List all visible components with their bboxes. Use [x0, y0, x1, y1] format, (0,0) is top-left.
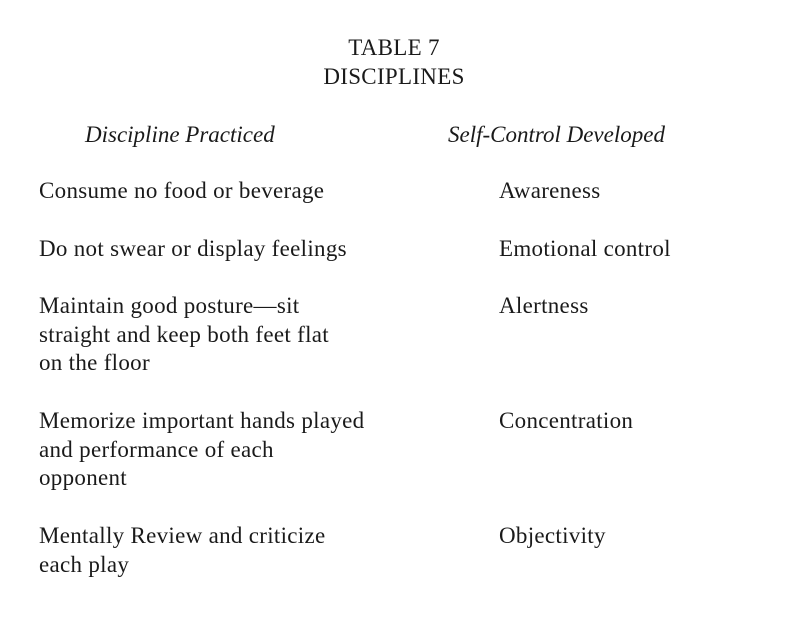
self-control-cell: Concentration: [499, 408, 634, 433]
self-control-cell: Alertness: [499, 293, 589, 318]
self-control-cell: Emotional control: [499, 236, 671, 261]
discipline-cell: Mentally Review and criticize each play: [39, 523, 326, 577]
discipline-cell: Maintain good posture—sit straight and keep both feet flat on the floor: [39, 293, 329, 376]
table-title: DISCIPLINES: [323, 64, 465, 89]
discipline-cell: Do not swear or display feelings: [39, 236, 347, 261]
discipline-cell: Memorize important hands played and performance of each opponent: [39, 408, 365, 491]
discipline-cell: Consume no food or beverage: [39, 178, 325, 203]
column-header-discipline: Discipline Practiced: [85, 122, 275, 147]
column-header-self-control: Self-Control Developed: [448, 122, 665, 147]
table-title-number: TABLE 7: [348, 35, 440, 60]
self-control-cell: Awareness: [499, 178, 601, 203]
self-control-cell: Objectivity: [499, 523, 606, 548]
